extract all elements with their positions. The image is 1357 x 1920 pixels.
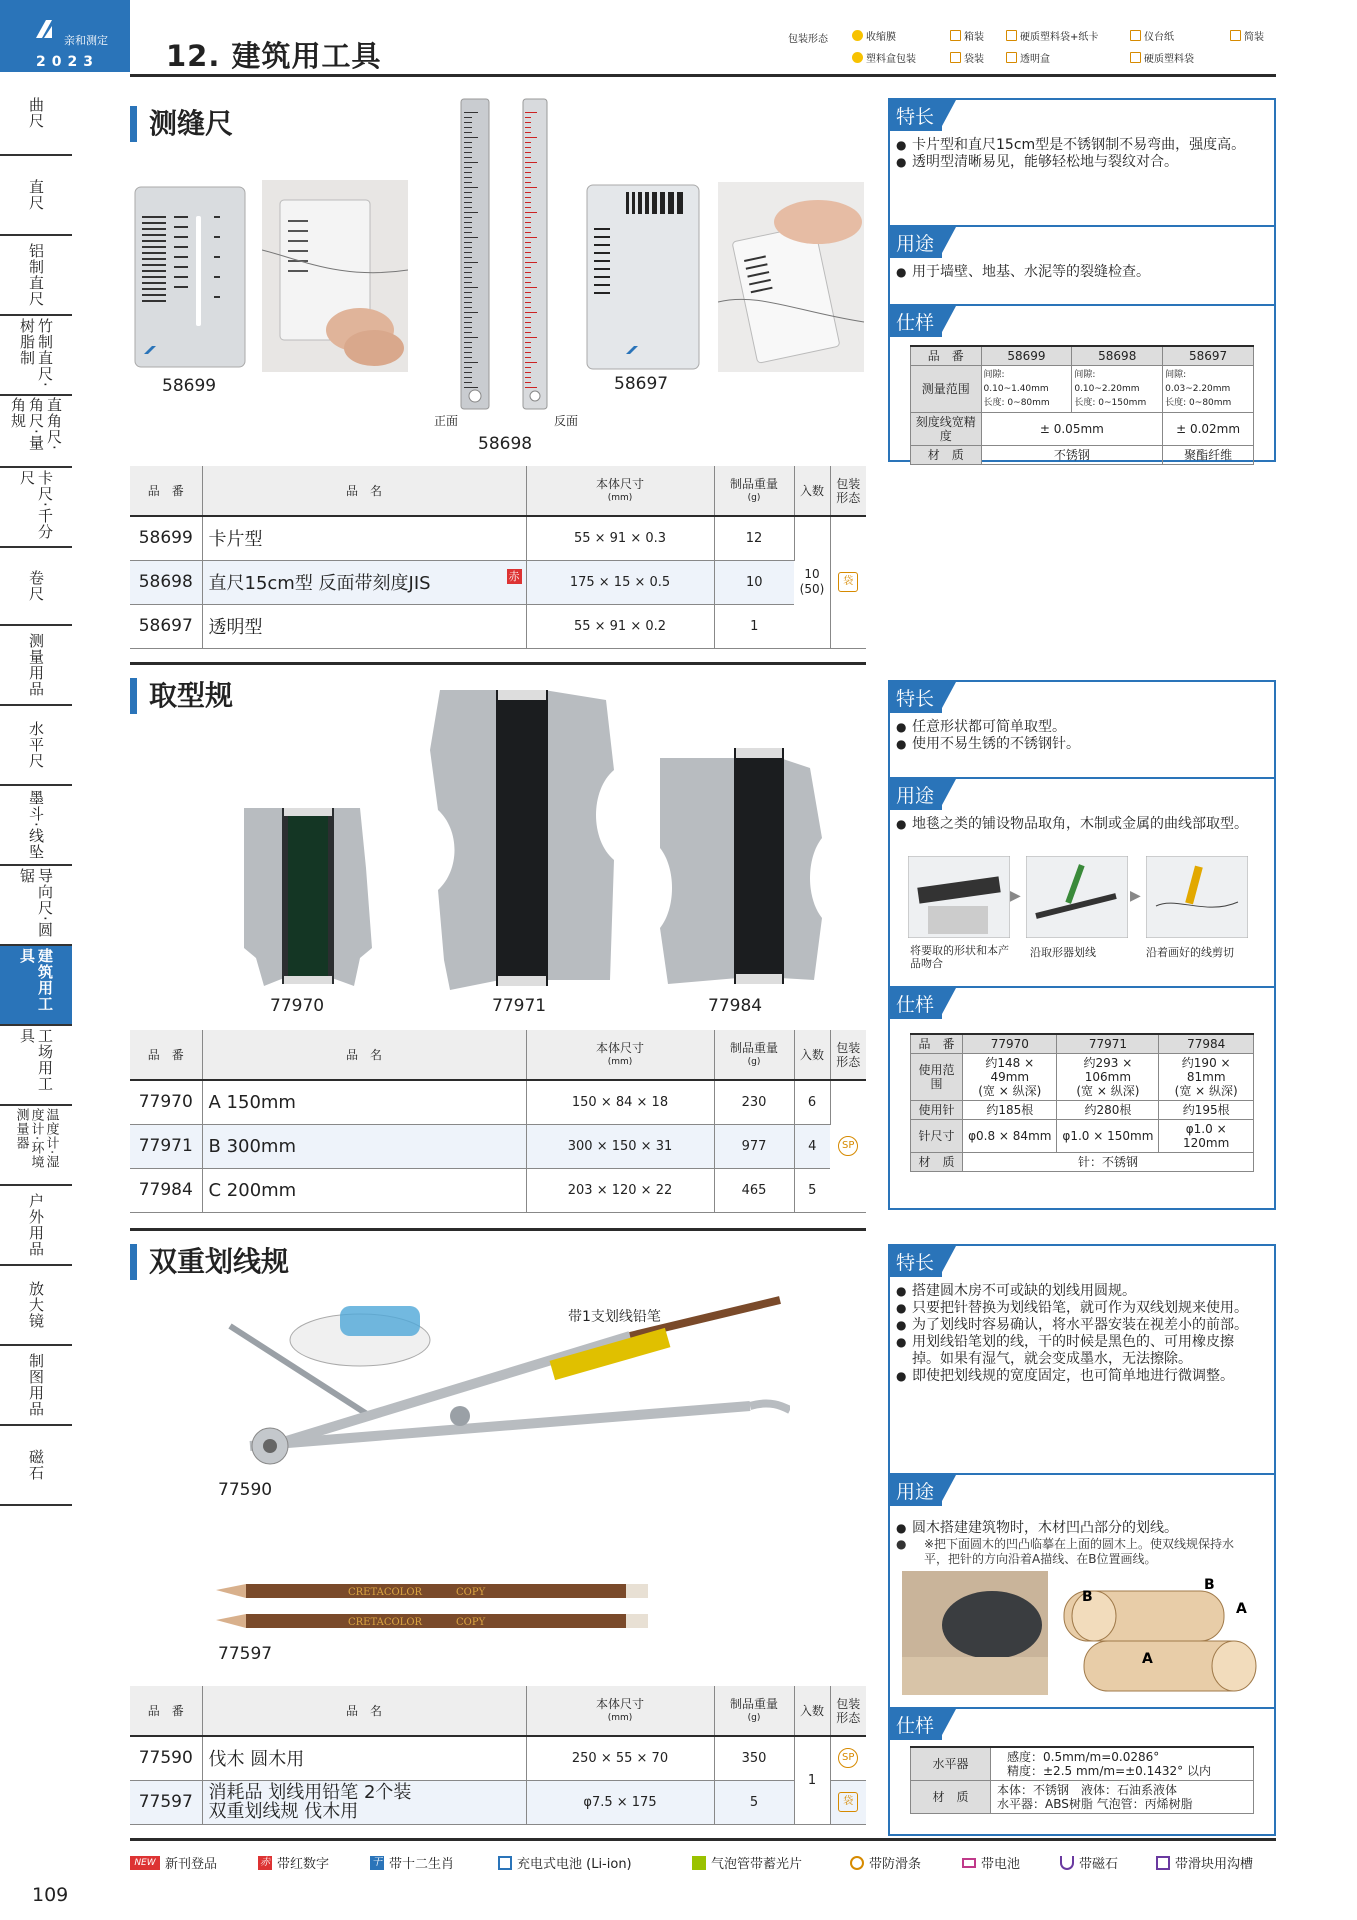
usage-list: ● 用于墙壁、地基、水泥等的裂缝检查。 [890,258,1274,304]
ruler-tick [464,252,472,253]
ruler-tick [464,207,472,208]
box-icon [950,30,961,41]
ruler-tick [525,112,537,113]
ruler-tick [525,272,531,273]
step-cut-image [1146,856,1248,938]
ruler-tick [525,267,531,268]
legend-battery: 带电池 [962,1853,1020,1872]
ruler-tick [464,192,472,193]
ruler-tick [525,127,531,128]
ruler-tick [464,327,472,328]
ruler-tick [464,337,478,338]
sidebar-item-18[interactable]: 磁石 [0,1426,72,1506]
ruler-tick [525,227,531,228]
ruler-tick [464,317,472,318]
ruler-tick [525,342,531,343]
ruler-tick [464,387,478,388]
sidebar-item-14[interactable]: 温度计·湿度计·环境测量器 [0,1106,72,1186]
crack-gauge-table [130,466,866,649]
ruler-tick [525,307,531,308]
ruler-tick [525,282,531,283]
brand-logo-icon [34,18,54,40]
sidebar-item-11[interactable]: 导向尺·圆锯 [0,866,72,946]
brand-year: 2023 [36,54,99,70]
pack-shrink: 收缩膜 [852,28,896,43]
ruler-tick [525,217,531,218]
crack-gauge-ruler-front-image [460,98,490,410]
ruler-tick [525,242,531,243]
red-number-icon: 赤 [260,1856,270,1868]
ruler-tick [464,197,472,198]
ruler-tick [464,267,472,268]
ruler-tick [464,292,472,293]
sidebar-item-15[interactable]: 户外用品 [0,1186,72,1266]
spec-tab: 仕样 [890,306,942,337]
ruler-tick [464,322,472,323]
ruler-tick [464,227,472,228]
contour-gauge-table: 品 番 品 名 本体尺寸 (mm) 制品重量 (g) 入数 包装形态 77970 A 150mm 150 × 84 × 18 230 6 SP 77971 B 300mm 300 × 150 × 31 977 4 77984 C 200mm 203 × 120 × 22 465 5 [130,1030,866,1213]
footer-rule [130,1838,1276,1841]
ruler-tick [525,157,531,158]
ruler-tick [525,292,531,293]
ruler-tick [525,237,537,238]
ruler-tick [525,352,531,353]
ruler-tick [525,277,531,278]
ruler-tick [525,172,531,173]
battery-charge-icon [498,1856,512,1870]
label-77970: 77970 [270,996,325,1016]
ruler-tick [464,187,478,188]
ruler-tick [525,317,531,318]
legend-li-ion: 充电式电池 (Li-ion) [498,1853,632,1872]
ruler-tick [525,387,537,388]
ruler-tick [464,217,472,218]
table-row: 77984 C 200mm 203 × 120 × 22 465 5 [130,1168,866,1212]
ruler-tick [464,367,472,368]
section-rule [130,1228,866,1231]
contour-gauge-b-image [430,690,614,990]
section-rule [130,662,866,665]
ruler-tick [464,347,472,348]
ruler-tick [464,237,478,238]
pack-hard-bag-card: 硬质塑料袋+纸卡 [1006,28,1098,43]
ruler-tick [525,262,537,263]
section-title-contour-gauge: 取型规 [130,678,233,714]
ruler-tick [525,177,531,178]
ruler-tick [525,132,531,133]
ruler-tick [525,297,531,298]
ruler-tick [525,357,531,358]
legend-slider-groove: 带滑块用沟槽 [1156,1853,1253,1872]
label-front: 正面 [434,414,459,428]
th-code: 品 番 [130,466,202,516]
legend-new: NEW 新刊登品 [130,1853,217,1872]
label-77597: 77597 [218,1644,273,1664]
ruler-tick [464,312,478,313]
scriber-pencils-image [216,1580,656,1636]
ruler-tick [464,182,472,183]
ruler-tick [464,157,472,158]
pack-bag: 袋装 [950,50,984,65]
pack-plastic-case: 塑料盒包装 [852,50,916,65]
ruler-tick [464,167,472,168]
sidebar [0,0,72,1920]
brand-block [0,0,130,72]
th-qty: 入数 [794,466,830,516]
pencil-copy-text: COPY [456,1617,486,1628]
ruler-tick [525,322,531,323]
th-name: 品 名 [202,466,526,516]
arrow-right-icon: ▶ [1130,888,1141,904]
ruler-tick [464,177,472,178]
ruler-tick [464,257,472,258]
ruler-tick [525,152,531,153]
label-58699: 58699 [162,376,217,396]
pencil-brand-text: CRETACOLOR [348,1617,423,1628]
sidebar-item-16[interactable]: 放大镜 [0,1266,72,1346]
ruler-tick [525,182,531,183]
ruler-tick [525,347,531,348]
log-diagram-image [1054,1571,1264,1695]
ruler-tick [464,287,478,288]
sidebar-item-4[interactable]: 竹制直尺·树脂制 [0,316,72,396]
ruler-tick [525,202,531,203]
svg-text:A: A [1142,1651,1153,1667]
step-mark-image [1026,856,1128,938]
crack-gauge-info-panel [888,98,1276,462]
simple-icon [1230,30,1241,41]
ruler-tick [464,152,472,153]
ruler-tick [464,142,472,143]
bag-card-icon [1006,30,1017,41]
th-weight: 制品重量 (g) [714,466,794,516]
sidebar-item-1[interactable]: 曲尺 [0,72,72,156]
pack-clear-case: 透明盒 [1006,50,1050,65]
features-list: ● 卡片型和直尺15cm型是不锈钢制不易弯曲，强度高。 ● 透明型清晰易见，能够轻松地与裂纹对合。 [890,131,1274,225]
ruler-tick [525,187,537,188]
crack-spec-table: 品 番 58699 58698 58697 测量范围 间隙: 0.10~1.40mm 长度: 0~80mm 间隙: 0.10~2.20mm 长度: 0~150mm 间隙: 0.03~2.20mm 长度: 0~80mm 刻度线宽精度 ± 0.05mm ± 0.02mm 材 质 不锈钢 聚酯纤维 [910,345,1254,465]
double-scriber-info-panel: 特长 ● 搭建圆木房不可或缺的划线用圆规。 ● 只要把针替换为划线铅笔，就可作为双线划规来使用。 ● 为了划线时容易确认，将水平器安装在视差小的前部。 ● 用划线铅笔划的线，干的时候是黑色的、可用橡皮擦掉。如果有湿气，就会变成墨水，无法擦除。 ● 即使把划线规的宽度固定，也可简单地进行微调整。 用途 ● 圆木搭建建筑物时，木材凹凸部分的划线。 ● ※把下面圆木的凹凸临摹在上面的圆木上。使双线规保持水平，把针的方向沿着A描线、在B位置画线。 B B A A 仕样 水平器 感度：0.5mm/m=0.0286° 精度：±2.5 mm/m=±0.1432° 以内 材 质 本体：不锈钢 液体：石油系液体 水平器：ABS树脂 气泡管：丙烯树脂 [888,1244,1276,1836]
legend-red-number: 赤 带红数字 [260,1856,330,1872]
features-tab: 特长 [890,100,942,131]
ruler-tick [525,122,531,123]
sidebar-item-2[interactable]: 直尺 [0,156,72,236]
plastic-case-icon: SP [838,1748,858,1768]
ruler-tick [525,312,537,313]
svg-text:B: B [1204,1577,1215,1593]
ruler-tick [525,382,531,383]
anti-slip-icon [850,1856,864,1870]
ruler-tick [525,332,531,333]
ruler-tick [464,302,472,303]
sidebar-item-17[interactable]: 制图用品 [0,1346,72,1426]
ruler-tick [464,212,478,213]
th-size: 本体尺寸 (mm) [526,466,714,516]
sidebar-item-9[interactable]: 水平尺 [0,706,72,786]
sidebar-item-12-active[interactable]: 建筑用工具 [0,946,72,1026]
svg-text:B: B [1082,1589,1093,1605]
label-58698: 58698 [478,434,533,454]
ruler-tick [525,252,531,253]
label-back: 反面 [554,414,579,428]
ruler-tick [464,272,472,273]
plastic-case-icon: SP [838,1136,858,1156]
pack-mount: 仪台纸 [1130,28,1174,43]
mount-icon [1130,30,1141,41]
crack-gauge-clear-image [586,184,700,370]
contour-gauge-info-panel: 特长 ● 任意形状都可简单取型。 ● 使用不易生锈的不锈钢针。 用途 ● 地毯之类的铺设物品取角，木制或金属的曲线部取型。 ▶ ▶ 将要取的形状和本产品吻合 沿取形器划线 沿着画好的线剪切 仕样 品 番 77970 77971 77984 使用范围 约148 × 49mm (宽 × 纵深) 约293 × 106mm (宽 × 纵深) 约190 × 81mm (宽 × 纵深) 使用针 约185根 约280根 约195根 针尺寸 φ0.8 × 84mm φ1.0 × 150mm φ1.0 × 120mm 材 质 针：不锈钢 [888,680,1276,1210]
legend-zodiac: 干 带十二生肖 [372,1856,455,1872]
label-58697: 58697 [614,374,669,394]
ruler-tick [464,132,472,133]
th-pack: 包装形态 [830,466,866,516]
ruler-tick [525,192,531,193]
crack-qty: 10 (50) [794,516,830,648]
plastic-case-icon [852,52,863,63]
ruler-tick [525,257,531,258]
bag-icon [950,52,961,63]
magnet-icon [1060,1856,1074,1870]
packaging-legend [788,28,1278,68]
table-row: 77597 消耗品 划线用铅笔 2个装 双重划线规 伐木用 φ7.5 × 175 5 袋 [130,1780,866,1824]
chapter-title: 12. 建筑用工具 [166,39,382,73]
arrow-right-icon: ▶ [1010,888,1021,904]
sidebar-item-10[interactable]: 墨斗·线坠 [0,786,72,866]
usage-steps: ▶ ▶ 将要取的形状和本产品吻合 沿取形器划线 沿着画好的线剪切 [890,852,1274,986]
crack-gauge-clear-in-use-image [718,182,864,372]
ruler-tick [464,117,472,118]
ruler-tick [525,137,537,138]
ruler-tick [525,247,531,248]
section-title-crack-gauge: 测缝尺 [130,106,233,142]
ruler-tick [464,162,478,163]
ruler-tick [525,167,531,168]
ruler-tick [464,372,472,373]
ruler-tick [525,362,537,363]
section-title-double-scriber: 双重划线规 [130,1244,289,1280]
ruler-tick [464,307,472,308]
hard-bag-icon [1130,52,1141,63]
legend-anti-slip: 带防滑条 [850,1853,921,1872]
label-77971: 77971 [492,996,547,1016]
table-row: 77971 B 300mm 300 × 150 × 31 977 4 [130,1124,866,1168]
ruler-tick [464,277,472,278]
sidebar-item-3[interactable]: 铝制直尺 [0,236,72,316]
crack-pack [830,516,866,648]
ruler-tick [525,142,531,143]
ruler-tick [525,327,531,328]
sidebar-item-5[interactable]: 直角尺·角尺·量角规 [0,396,72,468]
ruler-tick [464,377,472,378]
sidebar-item-13[interactable]: 工场用工具 [0,1026,72,1106]
table-row: 58699 卡片型 55 × 91 × 0.3 12 10 (50) 袋 [130,516,866,560]
double-scriber-image [210,1296,790,1486]
step-fit-image [908,856,1010,938]
pencil-note: 带1支划线铅笔 [568,1309,661,1325]
ruler-tick [464,147,472,148]
slider-groove-icon [1156,1856,1170,1870]
usage-images [890,1567,1274,1701]
ruler-tick [525,197,531,198]
ruler-tick [464,122,472,123]
bag-icon: 袋 [838,1792,858,1812]
header-rule [130,74,1276,77]
ruler-tick [525,337,537,338]
contour-spec-table: 品 番 77970 77971 77984 使用范围 约148 × 49mm (宽 × 纵深) 约293 × 106mm (宽 × 纵深) 约190 × 81mm (宽 × 纵深) 使用针 约185根 约280根 约195根 针尺寸 φ0.8 × 84mm φ1.0 × 150mm φ1.0 × 120mm 材 质 针：不锈钢 [910,1033,1254,1172]
double-scriber-table: 品 番 品 名 本体尺寸 (mm) 制品重量 (g) 入数 包装形态 77590 伐木 圆木用 250 × 55 × 70 350 1 SP 77597 消耗品 划线用铅笔 2个装 双重划线规 伐木用 φ7.5 × 175 5 袋 [130,1686,866,1825]
label-77590: 77590 [218,1480,273,1500]
ruler-tick [464,297,472,298]
svg-text:A: A [1236,1601,1247,1617]
pencil-brand-text: CRETACOLOR [348,1587,423,1598]
pencil-copy-text: COPY [456,1587,486,1598]
ruler-tick [464,382,472,383]
table-row: 77970 A 150mm 150 × 84 × 18 230 6 SP [130,1080,866,1124]
scriber-spec-table: 水平器 感度：0.5mm/m=0.0286° 精度：±2.5 mm/m=±0.1432° 以内 材 质 本体：不锈钢 液体：石油系液体 水平器：ABS树脂 气泡管：丙烯树脂 [910,1746,1254,1814]
luminous-bubble-icon [692,1856,706,1870]
bag-icon: 袋 [838,572,858,592]
clear-case-icon [1006,52,1017,63]
crack-gauge-card-image [134,186,246,368]
ruler-tick [525,287,537,288]
icon-legend [130,1853,1276,1877]
ruler-tick [464,247,472,248]
ruler-tick [464,352,472,353]
ruler-tick [464,222,472,223]
ruler-tick [525,372,531,373]
crack-gauge-ruler-back-image [522,98,548,410]
table-row: 58697 透明型 55 × 91 × 0.2 1 [130,604,866,648]
contour-gauge-c-image [660,748,822,986]
ruler-tick [525,377,531,378]
crack-gauge-in-use-image [262,180,408,372]
sidebar-item-6[interactable]: 卡尺·千分尺 [0,468,72,548]
zodiac-icon: 干 [372,1856,382,1868]
ruler-tick [464,362,478,363]
ruler-tick [464,242,472,243]
sidebar-item-7[interactable]: 卷尺 [0,548,72,626]
ruler-tick [464,282,472,283]
ruler-tick [464,172,472,173]
new-icon: NEW [130,1856,160,1870]
red-number-icon: 赤 [508,570,520,583]
ruler-tick [525,212,537,213]
ruler-tick [464,202,472,203]
brand-name: 亲和测定 [64,34,108,47]
ruler-tick [525,147,531,148]
pack-simple: 简装 [1230,28,1264,43]
sidebar-item-8[interactable]: 测量用品 [0,626,72,706]
ruler-tick [525,162,537,163]
packaging-legend-label: 包装形态 [788,34,828,45]
scribing-photo-image [902,1571,1048,1695]
ruler-tick [525,367,531,368]
ruler-tick [464,127,472,128]
ruler-tick [464,357,472,358]
legend-magnet: 带磁石 [1060,1853,1118,1872]
usage-tab: 用途 [890,227,942,258]
ruler-tick [464,342,472,343]
table-row: 58698 直尺15cm型 反面带刻度JIS 赤 175 × 15 × 0.5 10 [130,560,866,604]
pack-box: 箱装 [950,28,984,43]
battery-icon [962,1858,976,1868]
ruler-tick [525,117,531,118]
ruler-tick [464,112,478,113]
ruler-tick [525,302,531,303]
ruler-tick [525,232,531,233]
ruler-tick [464,137,478,138]
ruler-tick [464,232,472,233]
ruler-tick [464,332,472,333]
ruler-tick [525,207,531,208]
ruler-tick [525,222,531,223]
pack-hard-bag: 硬质塑料袋 [1130,50,1194,65]
page-number: 109 [32,1884,69,1906]
label-77984: 77984 [708,996,763,1016]
ruler-tick [464,262,478,263]
table-row: 77590 伐木 圆木用 250 × 55 × 70 350 1 SP [130,1736,866,1780]
legend-luminous: 气泡管带蓄光片 [692,1853,802,1872]
contour-gauge-a-image [244,808,372,986]
shrink-icon [852,30,863,41]
